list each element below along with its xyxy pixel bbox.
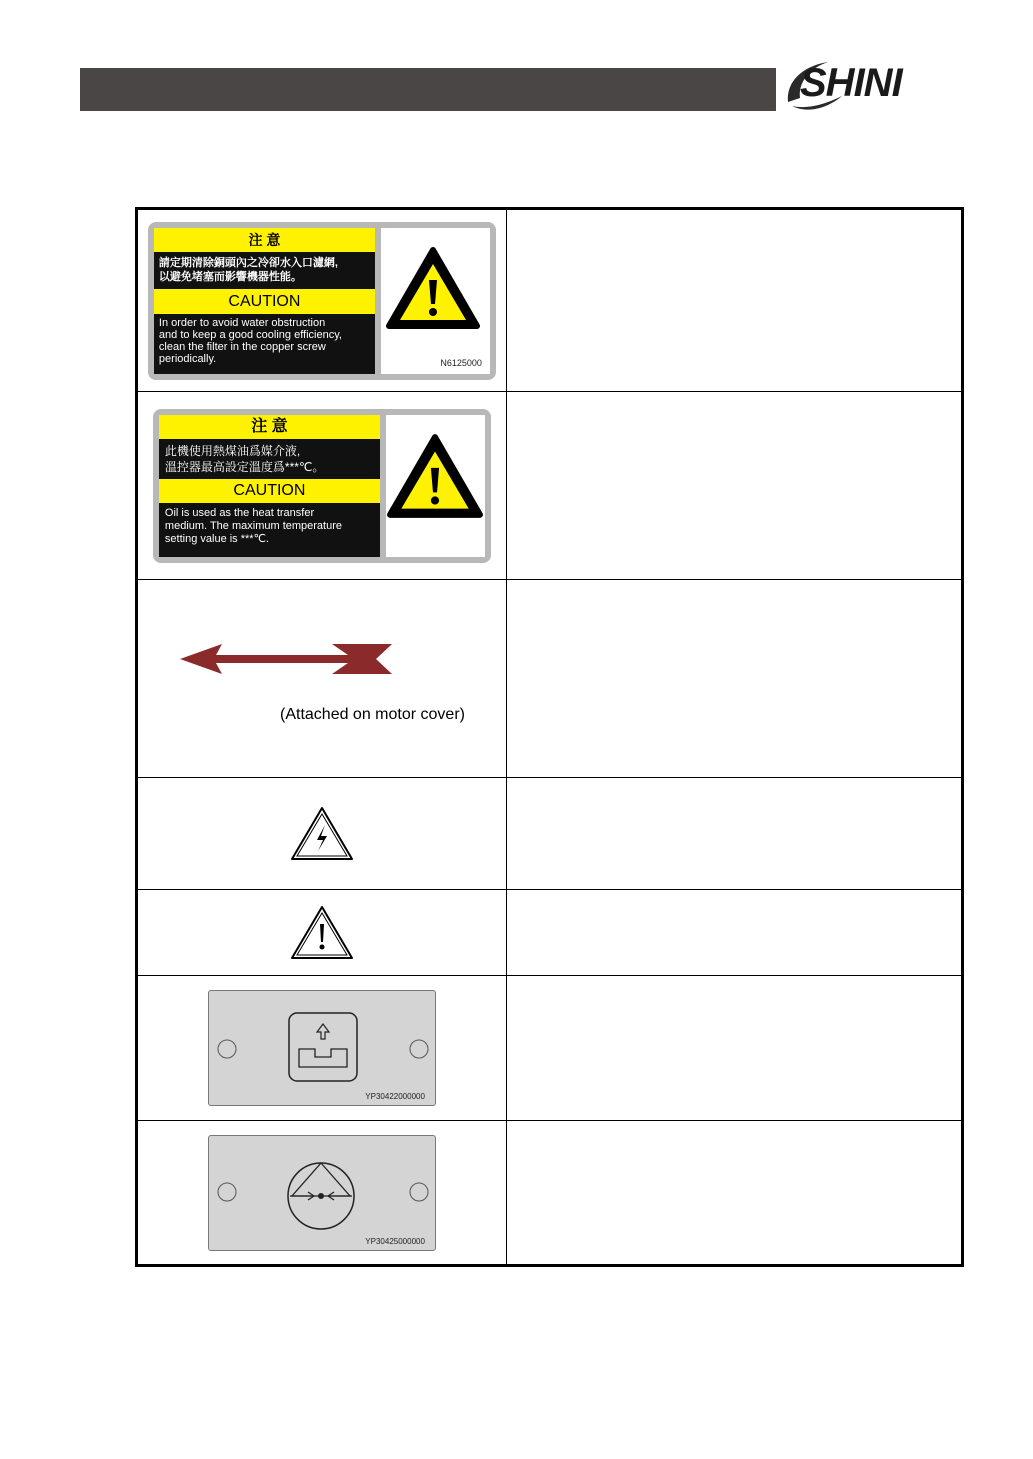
sign-image-cell [137,392,507,580]
caution-en-text: In order to avoid water obstruction [158,316,326,329]
warning-triangle-icon [386,433,484,521]
caution-label-filter [148,222,496,380]
caution-en-text: and to keep a good cooling efficiency, [158,328,342,341]
caution-cn-text: 此機使用熱煤油爲媒介液, [164,443,301,458]
caution-en-text: Oil is used as the heat transfer [164,506,315,519]
caution-en-text: medium. The maximum temperature [164,519,343,532]
pressure-plate [208,1135,436,1251]
electric-hazard-icon [289,805,355,863]
sign-description [506,580,962,778]
caution-en-text: clean the filter in the copper screw [158,340,326,353]
sign-description [506,209,962,392]
drain-icon [299,1024,347,1067]
table-row [137,976,963,1121]
drain-plate [208,990,436,1106]
sign-description [506,778,962,890]
safety-signs-table [135,207,964,1267]
arrow-caption: (Attached on motor cover) [280,706,465,723]
sign-description [506,890,962,976]
table-row [137,580,963,778]
general-warning-icon [289,904,355,962]
rotation-direction-arrow-icon [180,642,394,676]
plate-code: YP30422000000 [365,1092,425,1101]
sign-image-cell [137,890,507,976]
caution-en-text: setting value is ***℃. [164,532,269,545]
sign-description [506,1121,962,1266]
shini-logo [780,52,950,118]
warning-triangle-icon [385,246,481,332]
caution-en-title: CAUTION [159,479,380,503]
sign-image-cell [137,778,507,890]
sign-description [506,976,962,1121]
sign-description [506,392,962,580]
sign-image-cell [137,976,507,1121]
caution-cn-title: 注 意 [159,415,380,439]
svg-text:SHINI: SHINI [800,61,902,105]
caution-label-oil [153,409,491,563]
sign-image-cell [137,1121,507,1266]
sign-image-cell [137,580,507,778]
plate-code: YP30425000000 [365,1236,425,1246]
header-bar [80,68,776,111]
caution-cn-text: 溫控器最高設定溫度爲***℃。 [164,459,325,474]
label-code: N6125000 [440,357,482,368]
table-row [137,1121,963,1266]
caution-cn-text: 請定期清除銅頭內之冷卻水入口濾網, [158,256,338,269]
caution-cn-title: 注 意 [154,228,375,252]
table-row [137,209,963,392]
caution-en-text: periodically. [158,352,217,365]
sign-image-cell [137,209,507,392]
caution-en-title: CAUTION [154,289,375,314]
table-row [137,392,963,580]
table-row [137,778,963,890]
pressure-icon [288,1163,354,1229]
caution-cn-text: 以避免堵塞而影響機器性能。 [158,270,302,283]
table-row [137,890,963,976]
